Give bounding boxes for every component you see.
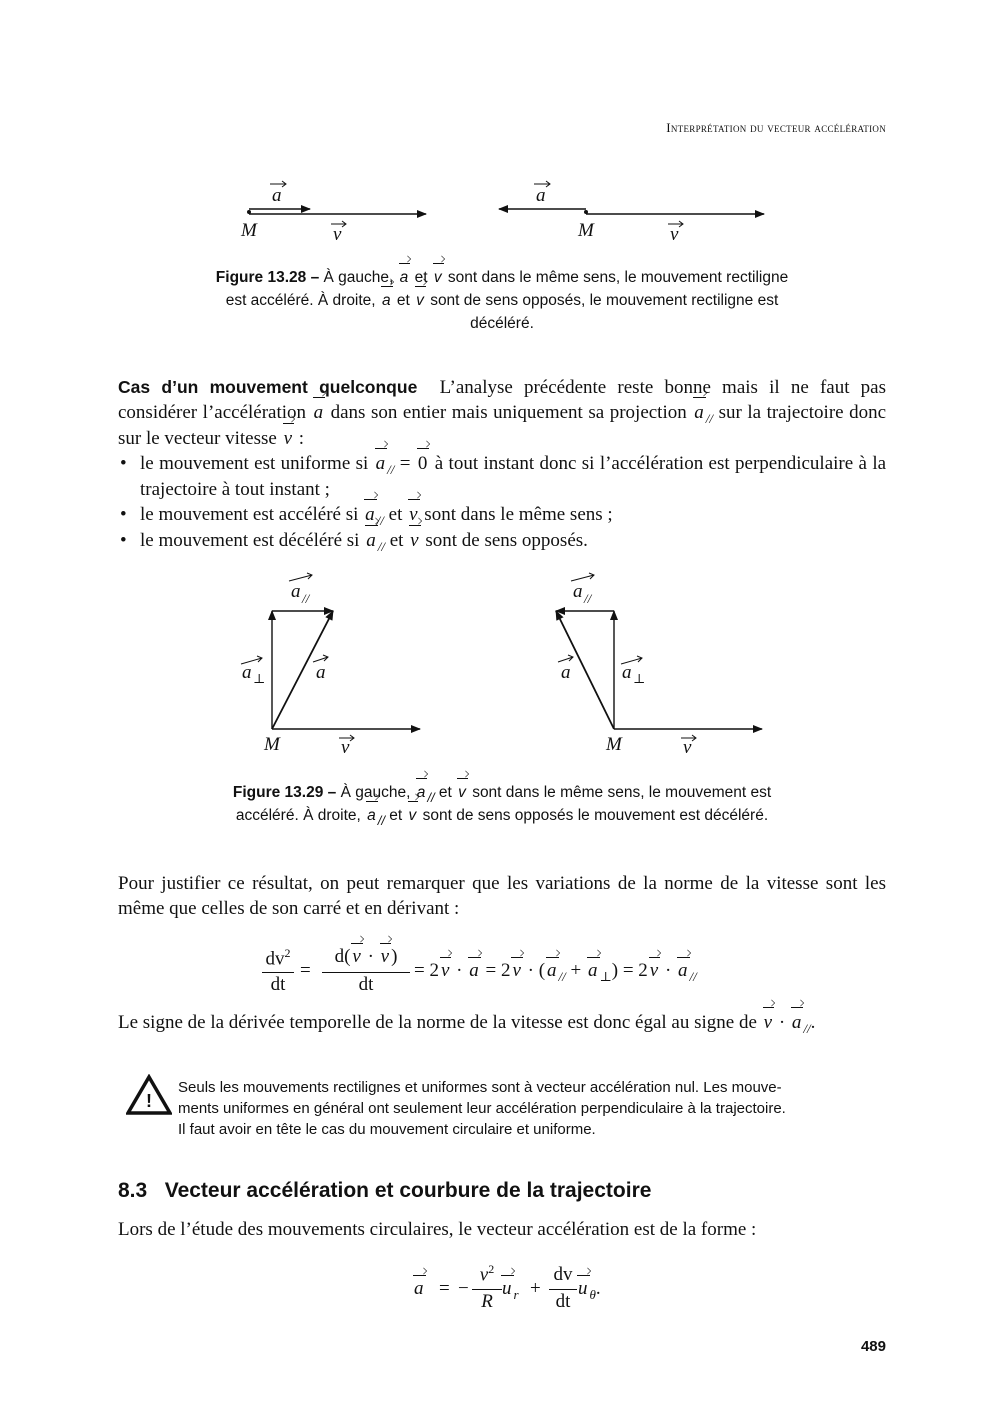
svg-text:⊥: ⊥ [253,671,266,686]
figure-13-29-caption: Figure 13.29 – À gauche, a $_{//}$ et v sont dans le même sens, le mouvement est accéléré. À droite, a $_{//}$ et v sont de sens opposés le mouvement est décéléré. [150,781,854,827]
warning-text: Seuls les mouvements rectilignes et uniformes sont à vecteur accélération nul. Les mouve- ments uniformes en général ont seulement leur accélération perpendiculaire à la trajectoire. Il faut avoir en tête le cas du mouvement circulaire et uniforme. [178,1079,786,1138]
equation-acceleration: a = − $v^2$ R u $_r$ + dv dt u $_\theta$. [414,1262,601,1312]
list-item: • le mouvement est uniforme si a $_{//}$ = 0 à tout instant donc si l’accélération est perpendiculaire à la trajectoire à tout instant ; [118,451,886,502]
svg-text:!: ! [146,1091,152,1111]
label-a-right: a [561,662,571,683]
svg-text://: // [302,591,310,606]
label-v-left: v [333,224,342,245]
label-a-left: a [316,662,326,683]
label-M-right: M [606,734,622,755]
paragraph-heading: Cas d’un mouvement quelconque [118,377,418,397]
paragraph-cas-quelconque: Cas d’un mouvement quelconque L’analyse précédente reste bonne mais il ne faut pas considérer l’accélération a dans son entier mais uniquement sa projection a $_{//}$ sur la trajectoire donc sur le vecteur vitesse v : • le mouvement est uniforme si a $_{//}$ = 0 à tout instant donc si l’accélération est perpendiculaire à la trajectoire à tout instant ; • le mouvement est accéléré si a $_{//}$ et v sont dans le même sens ; • le mouvement est décéléré si a $_{//}$ et v sont de sens opposés. [118,375,886,554]
list-item: • le mouvement est décéléré si a $_{//}$ et v sont de sens opposés. [118,528,886,554]
label-apar-left: a [291,581,301,602]
label-apar-right: a [573,581,583,602]
equation-derivative: $dv^2$ dt = d( v · v ) dt = 2 v · a = 2 v · ( a $_{//}$ + a $_\perp$) = 2 v · a $_{//}$ [262,946,782,1002]
label-a-left: a [272,185,282,206]
warning-icon [126,1074,172,1116]
paragraph-signe: Le signe de la dérivée temporelle de la norme de la vitesse est donc égal au signe de v · a $_{//}$. [118,1012,816,1036]
label-v-right: v [683,737,692,758]
label-M-left: M [241,220,257,241]
label-v-left: v [341,737,350,758]
svg-text:⊥: ⊥ [633,671,646,686]
list-item: • le mouvement est accéléré si a $_{//}$ et v sont dans le même sens ; [118,502,886,528]
page-number: 489 [860,1338,886,1355]
svg-text://: // [584,591,592,606]
paragraph-justification: Pour justifier ce résultat, on peut remarquer que les variations de la norme de la vitesse sont les même que celles de son carré et en dérivant : [118,873,886,919]
label-aperp-right: a [622,662,632,683]
figure-13-28-caption: Figure 13.28 – À gauche, a et v sont dans le même sens, le mouvement rectiligne est accéléré. À droite, a et v sont de sens opposés, le mouvement rectiligne est décéléré. [150,266,854,335]
label-M-right: M [578,220,594,241]
label-a-right: a [536,185,546,206]
running-header: Interprétation du vecteur accélération [666,120,886,135]
section-heading: 8.3 Vecteur accélération et courbure de la trajectoire [118,1179,652,1202]
paragraph-circulaire: Lors de l’étude des mouvements circulaires, le vecteur accélération est de la forme : [118,1219,757,1240]
label-v-right: v [670,224,679,245]
label-aperp-left: a [242,662,252,683]
label-M-left: M [264,734,280,755]
